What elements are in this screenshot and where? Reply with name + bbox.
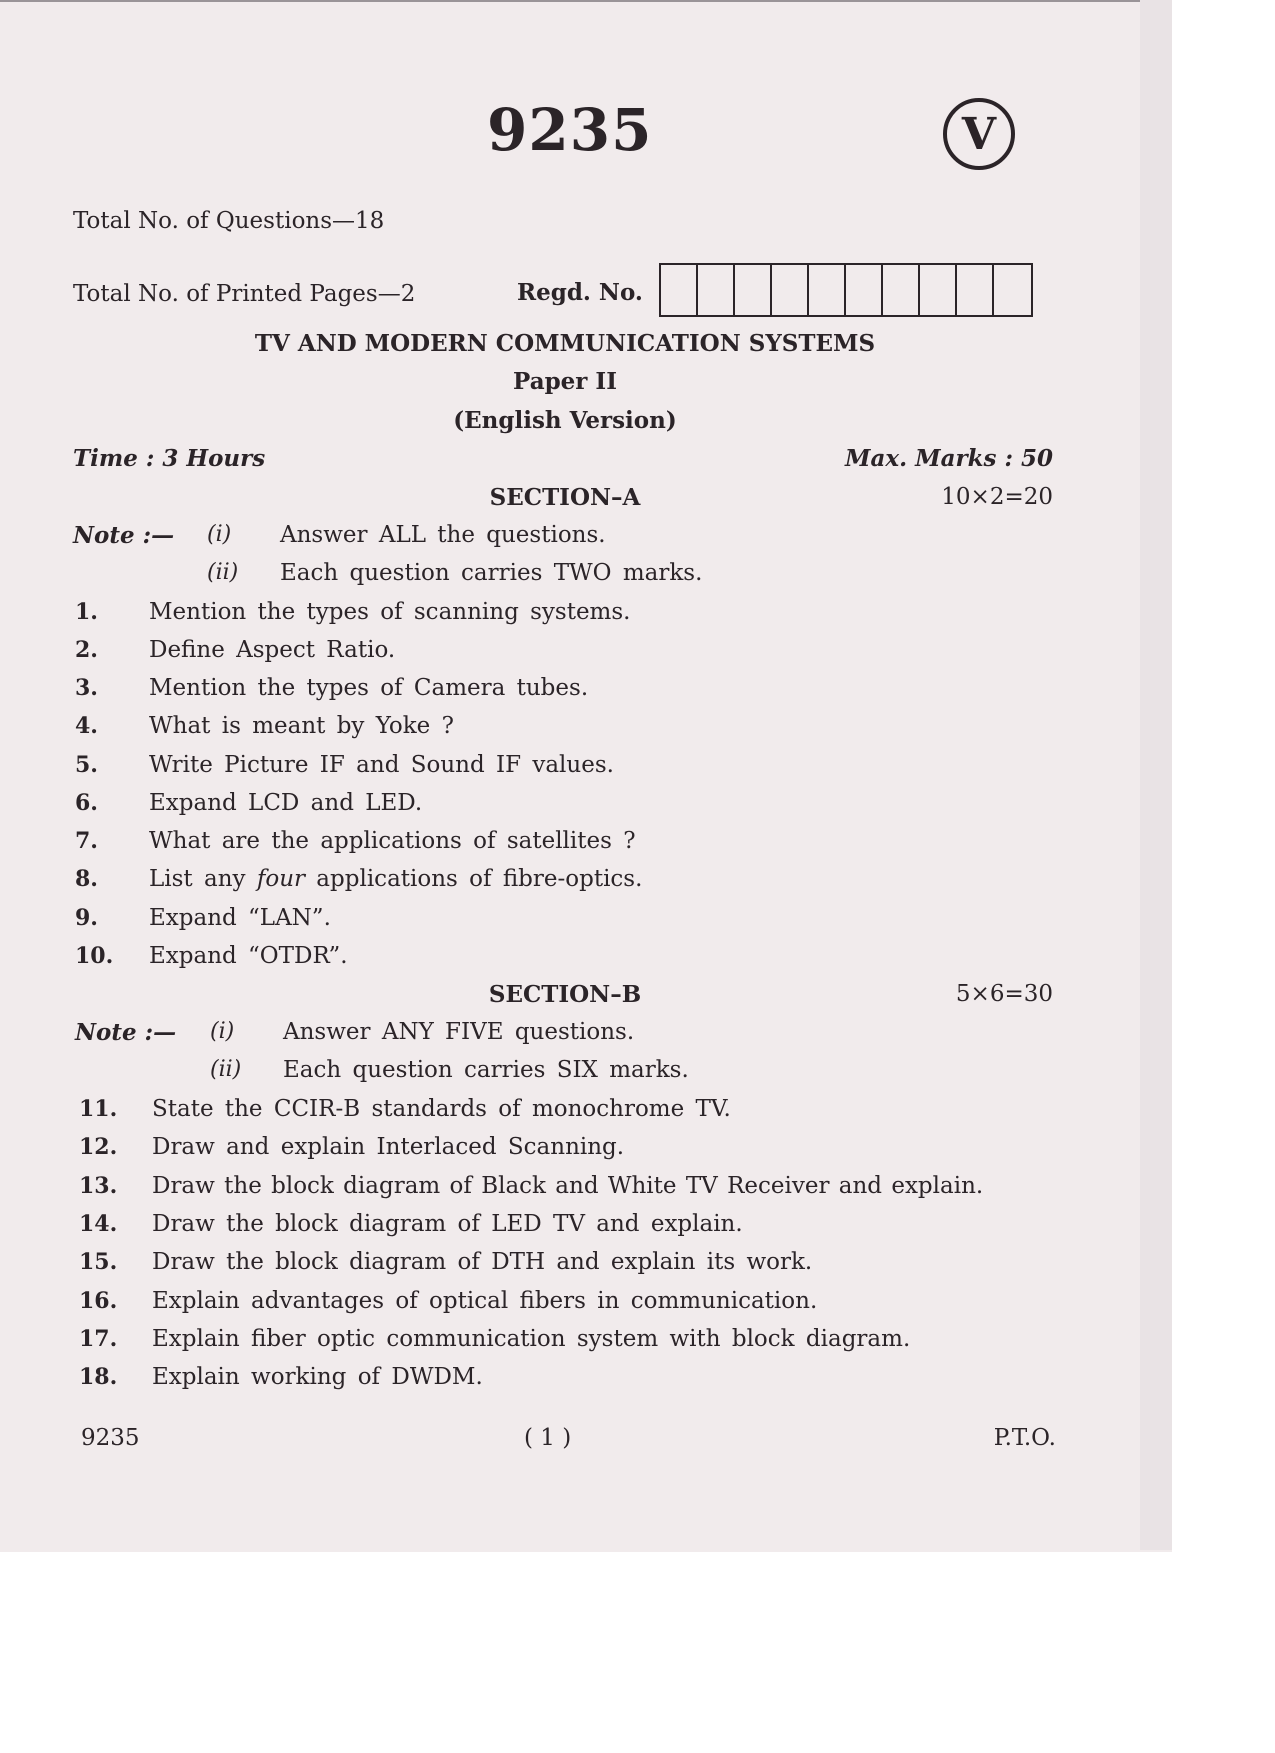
question-text: Define Aspect Ratio.	[149, 637, 396, 663]
section-b-note-label: Note :—	[75, 1019, 177, 1046]
question-number: 1.	[75, 599, 98, 625]
question-text: Expand LCD and LED.	[149, 790, 423, 816]
time-allowed: Time : 3 Hours	[73, 445, 266, 472]
note-text: Answer ANY FIVE questions.	[283, 1019, 635, 1045]
question-text: Explain advantages of optical fibers in communication.	[152, 1288, 818, 1314]
paper-number: Paper II	[513, 368, 617, 395]
question-text-part: List any	[149, 866, 257, 892]
footer-code: 9235	[81, 1425, 140, 1451]
regd-number-boxes[interactable]	[659, 263, 1033, 317]
question-text: Mention the types of Camera tubes.	[149, 675, 589, 701]
note-text: Each question carries TWO marks.	[280, 560, 703, 586]
question-text: Write Picture IF and Sound IF values.	[149, 752, 614, 778]
question-number: 13.	[79, 1173, 118, 1199]
regd-digit-box[interactable]	[883, 265, 920, 315]
regd-digit-box[interactable]	[920, 265, 957, 315]
note-number: (i)	[210, 1019, 235, 1044]
question-text: Expand “OTDR”.	[149, 943, 348, 969]
note-number: (ii)	[210, 1057, 242, 1082]
paper-code: 9235	[487, 96, 653, 164]
question-number: 8.	[75, 866, 98, 892]
regd-digit-box[interactable]	[846, 265, 883, 315]
question-number: 11.	[79, 1096, 118, 1122]
regd-digit-box[interactable]	[772, 265, 809, 315]
question-text: What are the applications of satellites ?	[149, 828, 636, 854]
question-number: 10.	[75, 943, 114, 969]
question-text: What is meant by Yoke ?	[149, 713, 454, 739]
pto-label: P.T.O.	[993, 1425, 1056, 1451]
question-number: 16.	[79, 1288, 118, 1314]
question-text-part: applications of fibre-optics.	[305, 866, 643, 892]
regd-digit-box[interactable]	[735, 265, 772, 315]
question-text: Draw and explain Interlaced Scanning.	[152, 1134, 625, 1160]
paper-edge	[1140, 0, 1172, 1550]
question-number: 5.	[75, 752, 98, 778]
section-a-note-label: Note :—	[73, 522, 175, 549]
question-number: 7.	[75, 828, 98, 854]
question-text: Explain fiber optic communication system with block diagram.	[152, 1326, 911, 1352]
version-mark: V	[943, 98, 1015, 170]
regd-label: Regd. No.	[517, 279, 643, 306]
total-questions: Total No. of Questions—18	[73, 208, 385, 234]
subject-title: TV AND MODERN COMMUNICATION SYSTEMS	[254, 330, 876, 357]
total-pages: Total No. of Printed Pages—2	[73, 281, 416, 307]
question-number: 4.	[75, 713, 98, 739]
section-a-title: SECTION–A	[489, 484, 641, 511]
note-number: (ii)	[207, 560, 239, 585]
version-label: (English Version)	[453, 407, 677, 434]
question-text: Draw the block diagram of LED TV and explain.	[152, 1211, 743, 1237]
question-text: Draw the block diagram of Black and White TV Receiver and explain.	[152, 1173, 984, 1199]
note-text: Answer ALL the questions.	[280, 522, 606, 548]
question-number: 9.	[75, 905, 98, 931]
question-number: 18.	[79, 1364, 118, 1390]
note-text: Each question carries SIX marks.	[283, 1057, 689, 1083]
regd-digit-box[interactable]	[809, 265, 846, 315]
regd-digit-box[interactable]	[698, 265, 735, 315]
regd-digit-box[interactable]	[957, 265, 994, 315]
regd-digit-box[interactable]	[994, 265, 1031, 315]
question-text: Explain working of DWDM.	[152, 1364, 483, 1390]
page-number: ( 1 )	[524, 1425, 572, 1451]
question-text	[149, 866, 642, 892]
question-text: State the CCIR-B standards of monochrome TV.	[152, 1096, 731, 1122]
question-number: 14.	[79, 1211, 118, 1237]
regd-digit-box[interactable]	[661, 265, 698, 315]
section-b-marks: 5×6=30	[955, 981, 1053, 1007]
section-b-title: SECTION–B	[488, 981, 642, 1008]
question-number: 17.	[79, 1326, 118, 1352]
question-text-emphasis: four	[256, 866, 305, 892]
question-number: 15.	[79, 1249, 118, 1275]
question-text: Draw the block diagram of DTH and explain its work.	[152, 1249, 813, 1275]
question-number: 2.	[75, 637, 98, 663]
question-number: 12.	[79, 1134, 118, 1160]
question-number: 3.	[75, 675, 98, 701]
section-a-marks: 10×2=20	[941, 484, 1053, 510]
note-number: (i)	[207, 522, 232, 547]
question-text: Mention the types of scanning systems.	[149, 599, 631, 625]
question-number: 6.	[75, 790, 98, 816]
question-text: Expand “LAN”.	[149, 905, 331, 931]
max-marks: Max. Marks : 50	[845, 445, 1053, 472]
